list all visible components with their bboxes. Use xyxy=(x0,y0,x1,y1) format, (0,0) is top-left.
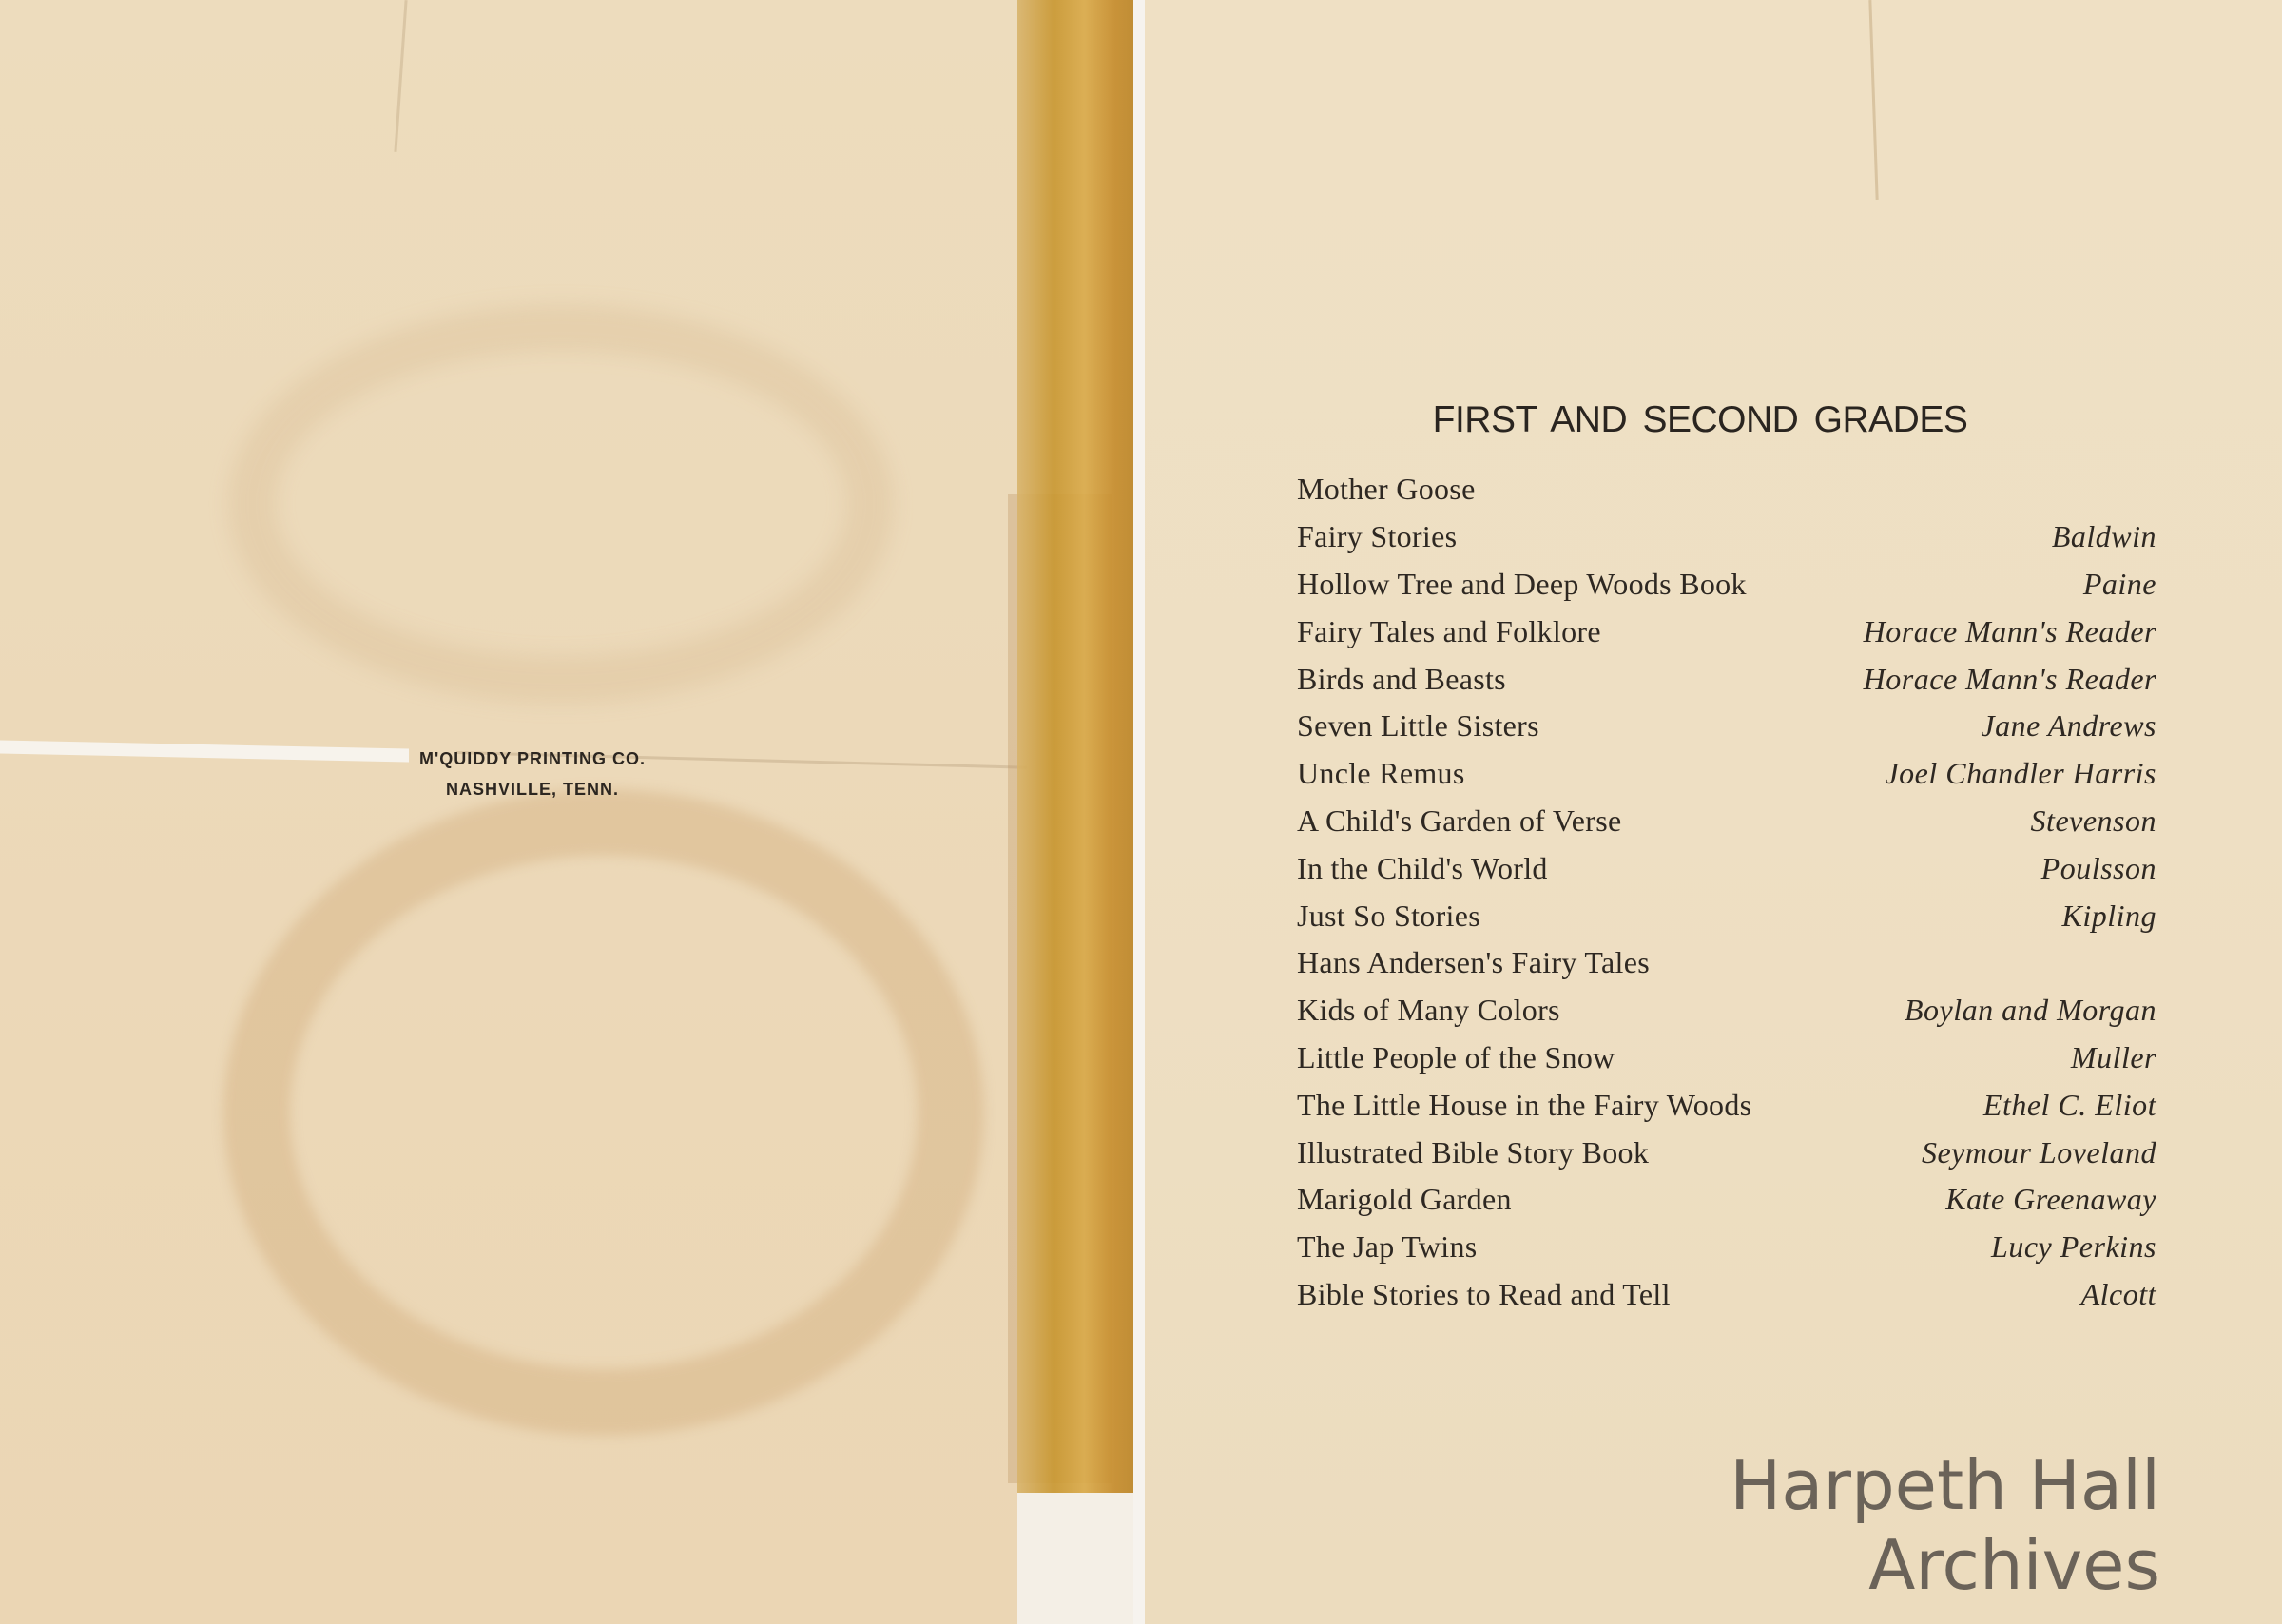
book-author: Alcott xyxy=(2080,1276,2156,1311)
paper-crease xyxy=(394,0,407,152)
page-heading: FIRST AND SECOND GRADES xyxy=(1432,399,1968,440)
book-entry xyxy=(1297,987,2156,1034)
book-entry xyxy=(1297,655,2156,703)
paper-crease xyxy=(1868,0,1878,200)
book-title: Seven Little Sisters xyxy=(1297,708,1539,744)
book-title: Hans Andersen's Fairy Tales xyxy=(1297,945,1650,980)
book-entry xyxy=(1297,466,2156,513)
book-author: Poulsson xyxy=(2040,850,2156,885)
book-author: Baldwin xyxy=(2051,519,2156,554)
book-author: Stevenson xyxy=(2030,802,2156,838)
book-title: Fairy Stories xyxy=(1297,519,1458,554)
book-author: Horace Mann's Reader xyxy=(1863,613,2156,648)
book-entry xyxy=(1297,703,2156,750)
book-author: Jane Andrews xyxy=(1981,708,2156,744)
binding-tape xyxy=(1017,0,1139,1493)
book-author: Horace Mann's Reader xyxy=(1863,661,2156,696)
book-author: Joel Chandler Harris xyxy=(1885,756,2156,791)
book-title: Hollow Tree and Deep Woods Book xyxy=(1297,566,1747,601)
book-title: Mother Goose xyxy=(1297,472,1476,507)
water-stain xyxy=(228,304,894,704)
book-entry xyxy=(1297,844,2156,892)
book-entry xyxy=(1297,1176,2156,1224)
book-entry xyxy=(1297,798,2156,845)
book-entry xyxy=(1297,608,2156,655)
book-title: Just So Stories xyxy=(1297,898,1480,933)
book-entry xyxy=(1297,1271,2156,1319)
book-title: Fairy Tales and Folklore xyxy=(1297,613,1601,648)
coffee-ring-stain xyxy=(223,789,984,1436)
book-entry xyxy=(1297,1034,2156,1082)
book-title: Bible Stories to Read and Tell xyxy=(1297,1276,1671,1311)
book-entry xyxy=(1297,513,2156,561)
book-title: Marigold Garden xyxy=(1297,1182,1512,1217)
book-entry xyxy=(1297,750,2156,798)
book-author: Paine xyxy=(2082,566,2156,601)
printer-imprint xyxy=(376,744,689,804)
book-entry xyxy=(1297,1081,2156,1129)
book-entry xyxy=(1297,1129,2156,1176)
book-entry xyxy=(1297,939,2156,987)
book-author: Muller xyxy=(2070,1039,2156,1074)
book-author: Kipling xyxy=(2061,898,2156,933)
book-entry xyxy=(1297,1224,2156,1271)
book-title: Illustrated Bible Story Book xyxy=(1297,1134,1650,1170)
book-title: Uncle Remus xyxy=(1297,756,1465,791)
book-title: The Little House in the Fairy Woods xyxy=(1297,1087,1752,1122)
book-title: Birds and Beasts xyxy=(1297,661,1506,696)
book-title: Kids of Many Colors xyxy=(1297,993,1560,1028)
book-list xyxy=(1297,466,2156,1318)
book-author: Boylan and Morgan xyxy=(1904,993,2156,1028)
right-page xyxy=(1145,0,2282,1624)
printer-city: NASHVILLE, TENN. xyxy=(445,780,619,799)
book-title: A Child's Garden of Verse xyxy=(1297,802,1622,838)
book-title: The Jap Twins xyxy=(1297,1229,1478,1265)
book-author: Seymour Loveland xyxy=(1921,1134,2156,1170)
printer-name: M'QUIDDY PRINTING CO. xyxy=(419,749,646,768)
book-entry xyxy=(1297,561,2156,609)
book-author: Kate Greenaway xyxy=(1945,1182,2156,1217)
book-title: In the Child's World xyxy=(1297,850,1548,885)
page-gutter xyxy=(1133,0,1145,1624)
book-entry xyxy=(1297,892,2156,939)
archive-watermark: Harpeth Hall Archives xyxy=(1730,1445,2160,1605)
left-page xyxy=(0,0,1017,1624)
book-author: Lucy Perkins xyxy=(1991,1229,2156,1265)
paper-tear xyxy=(0,740,409,762)
book-title: Little People of the Snow xyxy=(1297,1039,1615,1074)
book-author: Ethel C. Eliot xyxy=(1982,1087,2156,1122)
